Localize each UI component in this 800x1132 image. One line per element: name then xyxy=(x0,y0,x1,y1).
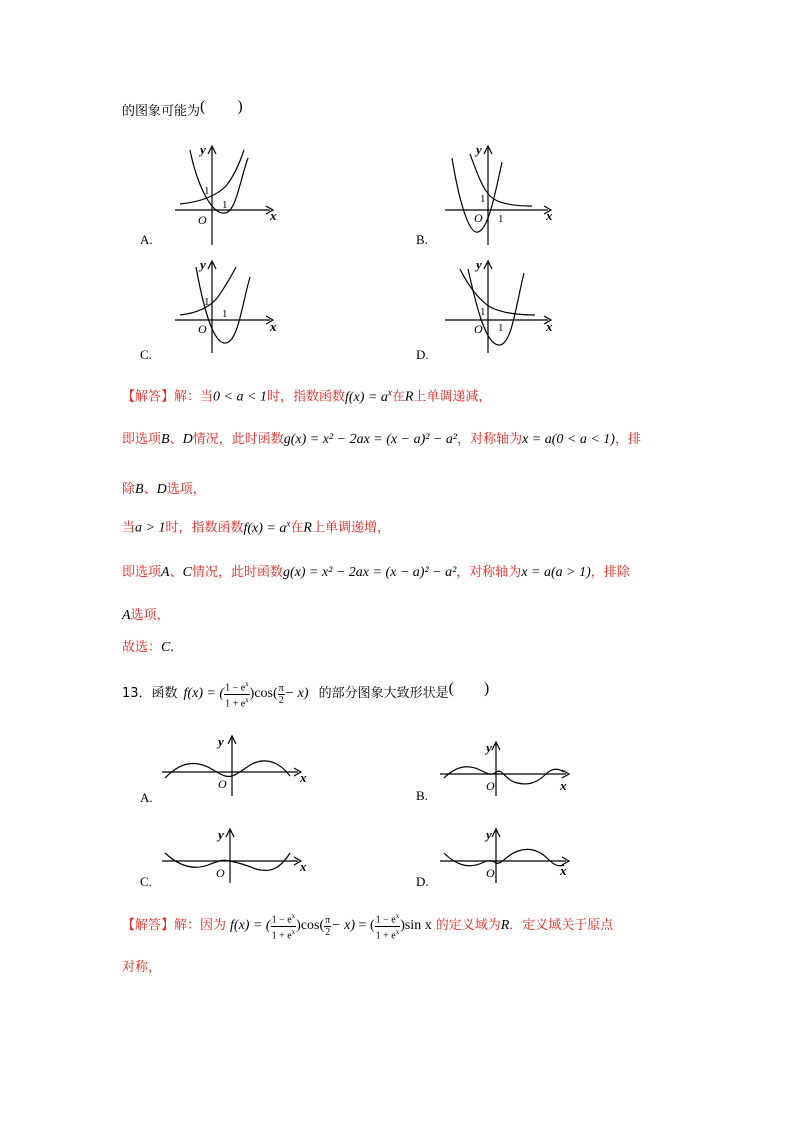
y-one-label: 1 xyxy=(480,193,486,205)
origin-label: O xyxy=(198,213,207,227)
origin-label: O xyxy=(198,322,207,336)
q13-option-d[interactable]: D. xyxy=(416,874,429,889)
text: ，对称轴为 xyxy=(457,432,523,447)
math-r: R xyxy=(404,389,414,405)
text: 在 xyxy=(391,389,405,405)
q13-graph-c xyxy=(160,825,310,885)
math-c: C xyxy=(182,565,192,580)
y-label: y xyxy=(218,734,224,749)
q13-pi-over-2: $\frac{\pi}{2}$ xyxy=(278,682,284,706)
q13-f-lhs: f(x) = ( xyxy=(183,686,225,701)
y-one-label: 1 xyxy=(204,296,210,308)
x-label: x xyxy=(546,208,553,223)
math-a: A xyxy=(161,565,170,580)
y-one-label: 1 xyxy=(204,185,210,197)
text: 故选： xyxy=(122,640,162,655)
q13-graph-b xyxy=(438,738,578,798)
q12-graph-d xyxy=(440,255,560,355)
q13-paren-close: ) xyxy=(483,680,490,697)
y-label: y xyxy=(476,142,482,157)
wave-curve xyxy=(165,761,290,778)
text: 情况，此时函数 xyxy=(191,565,283,580)
text: 上单调递减， xyxy=(413,389,492,405)
wave-curve xyxy=(444,767,564,784)
q13-paren-open: ( xyxy=(448,680,454,697)
text: ．定义域关于原点 xyxy=(509,918,614,933)
q12-paren-close: ) xyxy=(237,98,243,115)
text: 时，指数函数 xyxy=(266,389,345,405)
y-label: y xyxy=(476,257,482,272)
x-label: x xyxy=(270,319,277,334)
text: . xyxy=(170,640,174,655)
math-d: D xyxy=(156,482,167,497)
math-g: g(x) = x² − 2ax = (x − a)² − a² xyxy=(282,565,457,580)
origin-label: O xyxy=(474,211,483,225)
text: 在 xyxy=(290,520,304,536)
math-d: D xyxy=(182,432,193,447)
q12-graph-b xyxy=(440,140,560,250)
q13-cos-tail: − x) xyxy=(284,686,309,701)
text: ，排除 xyxy=(590,565,630,580)
math-function: $f(x) = a^x$ xyxy=(344,387,392,405)
q12-solution-line-5 xyxy=(122,565,630,581)
x-one-label: 1 xyxy=(498,322,504,334)
math-r: R xyxy=(500,918,510,933)
y-label: y xyxy=(218,827,224,842)
text: 解：因为 xyxy=(174,918,227,933)
q13-number: 13．函数 xyxy=(122,686,178,701)
math-g: g(x) = x² − 2ax = (x − a)² − a² xyxy=(283,432,458,447)
x-label: x xyxy=(270,208,277,223)
q13-stem xyxy=(122,676,489,712)
y-label: y xyxy=(200,257,206,272)
text: 、 xyxy=(169,432,183,447)
text: 选项， xyxy=(130,608,170,623)
parabola-curve xyxy=(190,150,248,213)
q12-option-d[interactable]: D. xyxy=(416,347,429,362)
text: 情况，此时函数 xyxy=(192,432,284,447)
math-a: A xyxy=(122,608,131,623)
q13-solution-line-1 xyxy=(122,906,613,946)
q12-graph-a xyxy=(170,140,285,250)
text: 时，指数函数 xyxy=(165,520,244,536)
text: 当 xyxy=(122,520,136,536)
x-one-label: 1 xyxy=(498,213,504,225)
q13-fraction: $\frac{1 - e^x}{1 + e^x}$ xyxy=(225,680,249,709)
x-one-label: 1 xyxy=(222,199,228,211)
q13-option-c[interactable]: C. xyxy=(140,874,152,889)
origin-label: O xyxy=(486,866,495,880)
text: 选项， xyxy=(166,482,206,497)
q13-option-a[interactable]: A. xyxy=(140,790,153,805)
q13-option-b[interactable]: B. xyxy=(416,788,428,803)
text: 除 xyxy=(122,482,136,497)
math-axis: x = a(a > 1) xyxy=(521,565,591,580)
text: 即选项 xyxy=(122,565,162,580)
q12-solution-line-3 xyxy=(122,482,206,498)
q12-solution-line-6 xyxy=(122,608,170,624)
y-one-label: 1 xyxy=(480,306,486,318)
q12-paren-open: ( xyxy=(200,98,206,115)
math-b: B xyxy=(135,482,144,497)
y-label: y xyxy=(486,740,492,755)
origin-label: O xyxy=(216,866,225,880)
x-label: x xyxy=(300,859,307,874)
q12-intro-text: 的图象可能为 xyxy=(122,104,201,119)
text: 、 xyxy=(143,482,157,497)
q13-cos: )cos( xyxy=(249,686,278,701)
math-condition: a > 1 xyxy=(135,520,166,536)
q13-graph-d xyxy=(438,825,578,885)
origin-label: O xyxy=(218,777,227,791)
q13-graph-a xyxy=(160,732,310,797)
solution-tag: 【解答】 xyxy=(122,918,175,933)
q12-graph-c xyxy=(170,255,285,355)
text: ，对称轴为 xyxy=(456,565,522,580)
q13-solution-formula: f(x) = ( $\frac{1 - e^x}{1 + e^x}$ )cos( $\frac{\pi}{2}$ − x) = ( $\frac{1 - e^x}{1 + e^x}$ )sin x xyxy=(230,912,432,941)
q13-solution-line-2 xyxy=(122,960,161,976)
solution-tag: 【解答】 xyxy=(122,389,175,405)
x-label: x xyxy=(546,319,553,334)
wave-curve xyxy=(165,853,290,870)
q12-option-c[interactable]: C. xyxy=(140,347,152,362)
origin-label: O xyxy=(486,779,495,793)
x-one-label: 1 xyxy=(222,308,228,320)
x-label: x xyxy=(560,778,567,793)
q13-tail: 的部分图象大致形状是 xyxy=(318,686,449,701)
y-label: y xyxy=(486,827,492,842)
math-function: $f(x) = a^x$ xyxy=(243,518,291,536)
text: 上单调递增， xyxy=(311,520,390,536)
q12-solution-line-1 xyxy=(122,384,491,406)
text: 的定义域为 xyxy=(435,918,501,933)
q12-solution-line-2 xyxy=(122,432,641,448)
y-label: y xyxy=(200,142,206,157)
math-axis: x = a(0 < a < 1) xyxy=(522,432,615,447)
q12-option-b[interactable]: B. xyxy=(416,232,428,247)
origin-label: O xyxy=(474,322,483,336)
text: 、 xyxy=(169,565,183,580)
x-label: x xyxy=(560,863,567,878)
text: 对称， xyxy=(122,960,162,975)
text: ，排 xyxy=(614,432,641,447)
wave-curve xyxy=(444,849,564,865)
math-c: C xyxy=(161,640,171,655)
math-r: R xyxy=(303,520,312,536)
q12-solution-line-7 xyxy=(122,640,174,656)
x-label: x xyxy=(300,770,307,785)
q12-option-a[interactable]: A. xyxy=(140,232,153,247)
q12-intro xyxy=(122,98,243,120)
math-condition: 0 < a < 1 xyxy=(213,389,267,405)
q12-solution-line-4 xyxy=(122,515,390,537)
text: 解：当 xyxy=(174,389,214,405)
math-b: B xyxy=(161,432,170,447)
text: 即选项 xyxy=(122,432,162,447)
